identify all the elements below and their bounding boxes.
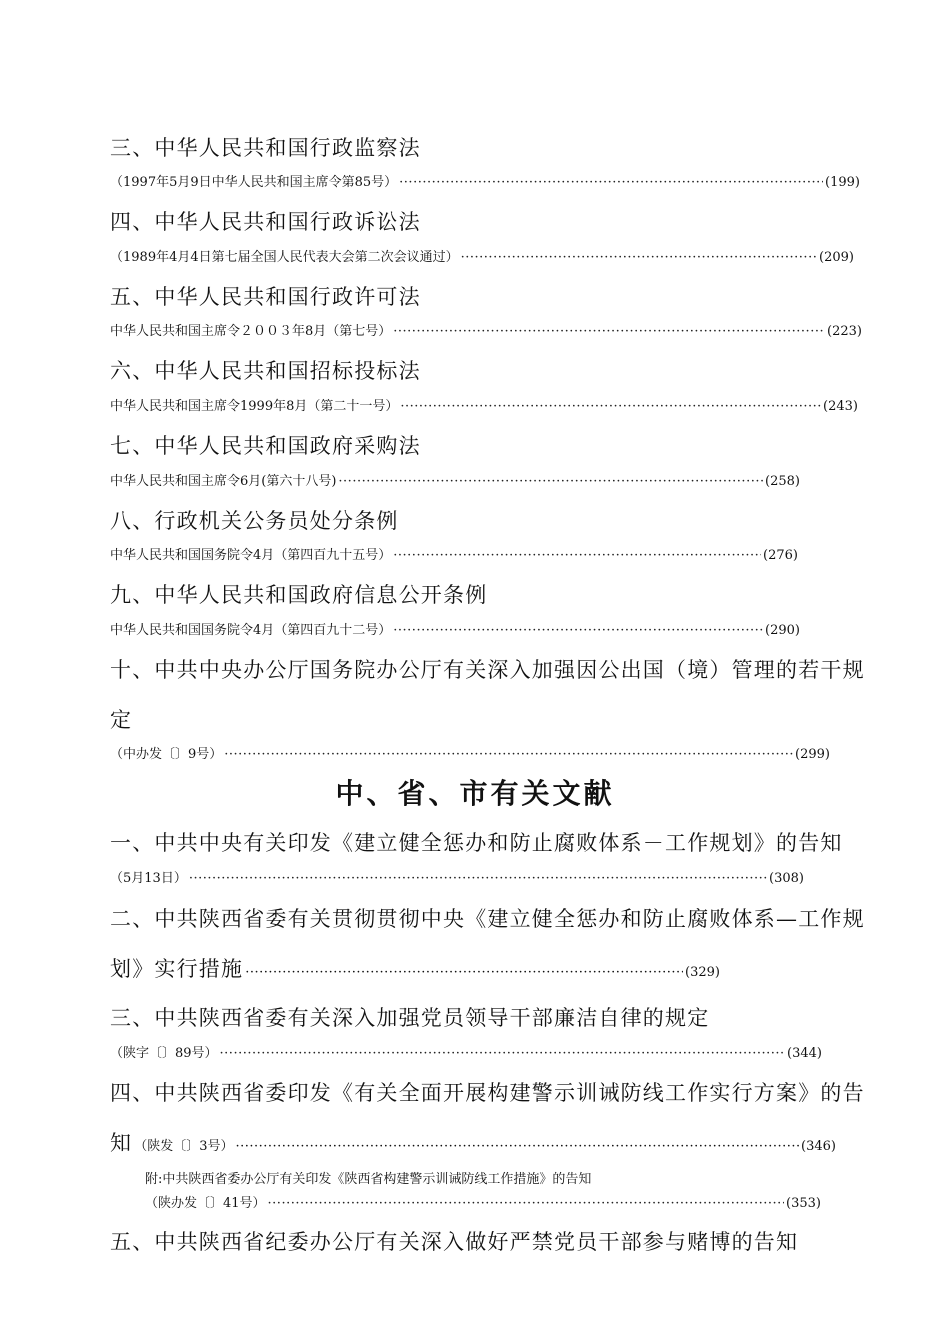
toc-title-10-cont: 定 (110, 708, 133, 732)
section-item-2-title-cont: 划》实行措施 (110, 957, 244, 981)
leader-dots (268, 1196, 784, 1211)
toc-entry-4[interactable] (110, 246, 854, 265)
section-item-4-title-cont: 知 (110, 1131, 133, 1155)
leader-dots (399, 175, 823, 190)
leader-dots (245, 965, 683, 980)
annex-entry[interactable] (145, 1192, 821, 1211)
toc-sub-10: （中办发〔〕9号） (110, 747, 223, 762)
leader-dots (220, 1046, 785, 1061)
section-item-4-sub: （陕发〔〕3号） (134, 1139, 234, 1154)
section-item-3-title: 三、中共陕西省委有关深入加强党员领导干部廉洁自律的规定 (110, 1006, 710, 1030)
toc-title-9: 九、中华人民共和国政府信息公开条例 (110, 583, 488, 607)
section-item-2-entry[interactable] (110, 953, 720, 983)
leader-dots (400, 399, 821, 414)
toc-entry-10[interactable] (110, 743, 830, 762)
section-item-4-page: (346) (801, 1139, 836, 1154)
toc-entry-7[interactable] (110, 470, 800, 489)
toc-sub-5: 中华人民共和国主席令２００３年8月（第七号） (110, 324, 392, 339)
section-item-3-sub: （陕字〔〕89号） (110, 1046, 218, 1061)
section-item-3-page: (344) (787, 1046, 822, 1061)
toc-page-4: (209) (819, 250, 854, 265)
section-item-2-page: (329) (685, 965, 720, 980)
toc-title-8: 八、行政机关公务员处分条例 (110, 509, 399, 533)
section-item-4-entry[interactable] (110, 1127, 836, 1157)
toc-sub-8: 中华人民共和国国务院令4月（第四百九十五号） (110, 548, 392, 563)
section-item-3-entry[interactable] (110, 1042, 822, 1061)
leader-dots (393, 324, 825, 339)
toc-page-7: (258) (765, 474, 800, 489)
toc-page-8: (276) (763, 548, 798, 563)
section-item-1-page: (308) (769, 871, 804, 886)
toc-sub-7: 中华人民共和国主席令6月(第六十八号) (110, 474, 337, 489)
section-item-1-entry[interactable] (110, 867, 804, 886)
section-item-1-sub: （5月13日） (110, 871, 187, 886)
section-item-5-title: 五、中共陕西省纪委办公厅有关深入做好严禁党员干部参与赌博的告知 (110, 1230, 799, 1254)
leader-dots (235, 1139, 799, 1154)
toc-page-6: (243) (823, 399, 858, 414)
toc-page-3: (199) (825, 175, 860, 190)
section-item-2-title: 二、中共陕西省委有关贯彻贯彻中央《建立健全惩办和防止腐败体系—工作规 (110, 907, 865, 931)
leader-dots (461, 250, 817, 265)
annex-page: (353) (786, 1196, 821, 1211)
toc-sub-4: （1989年4月4日第七届全国人民代表大会第二次会议通过） (110, 250, 459, 265)
leader-dots (189, 871, 767, 886)
annex-title: 附:中共陕西省委办公厅有关印发《陕西省构建警示训诫防线工作措施》的告知 (145, 1172, 592, 1187)
toc-page-5: (223) (827, 324, 862, 339)
section-title: 中、省、市有关文献 (335, 777, 615, 810)
toc-sub-3: （1997年5月9日中华人民共和国主席令第85号） (110, 175, 398, 190)
section-item-4-title: 四、中共陕西省委印发《有关全面开展构建警示训诫防线工作实行方案》的告 (110, 1081, 865, 1105)
toc-title-10: 十、中共中央办公厅国务院办公厅有关深入加强因公出国（境）管理的若干规 (110, 658, 865, 682)
toc-title-4: 四、中华人民共和国行政诉讼法 (110, 210, 421, 234)
toc-sub-9: 中华人民共和国国务院令4月（第四百九十二号） (110, 623, 392, 638)
toc-entry-5[interactable] (110, 320, 862, 339)
leader-dots (393, 623, 763, 638)
toc-entry-6[interactable] (110, 395, 858, 414)
toc-page-9: (290) (765, 623, 800, 638)
toc-page-10: (299) (795, 747, 830, 762)
toc-title-6: 六、中华人民共和国招标投标法 (110, 359, 421, 383)
toc-title-7: 七、中华人民共和国政府采购法 (110, 434, 421, 458)
toc-entry-3[interactable] (110, 171, 860, 190)
leader-dots (393, 548, 761, 563)
leader-dots (224, 747, 793, 762)
toc-title-3: 三、中华人民共和国行政监察法 (110, 136, 421, 160)
section-item-1-title: 一、中共中央有关印发《建立健全惩办和防止腐败体系－工作规划》的告知 (110, 831, 843, 855)
annex-sub: （陕办发〔〕41号） (145, 1196, 266, 1211)
leader-dots (338, 474, 763, 489)
toc-title-5: 五、中华人民共和国行政许可法 (110, 285, 421, 309)
toc-entry-9[interactable] (110, 619, 800, 638)
toc-entry-8[interactable] (110, 544, 798, 563)
toc-sub-6: 中华人民共和国主席令1999年8月（第二十一号） (110, 399, 399, 414)
